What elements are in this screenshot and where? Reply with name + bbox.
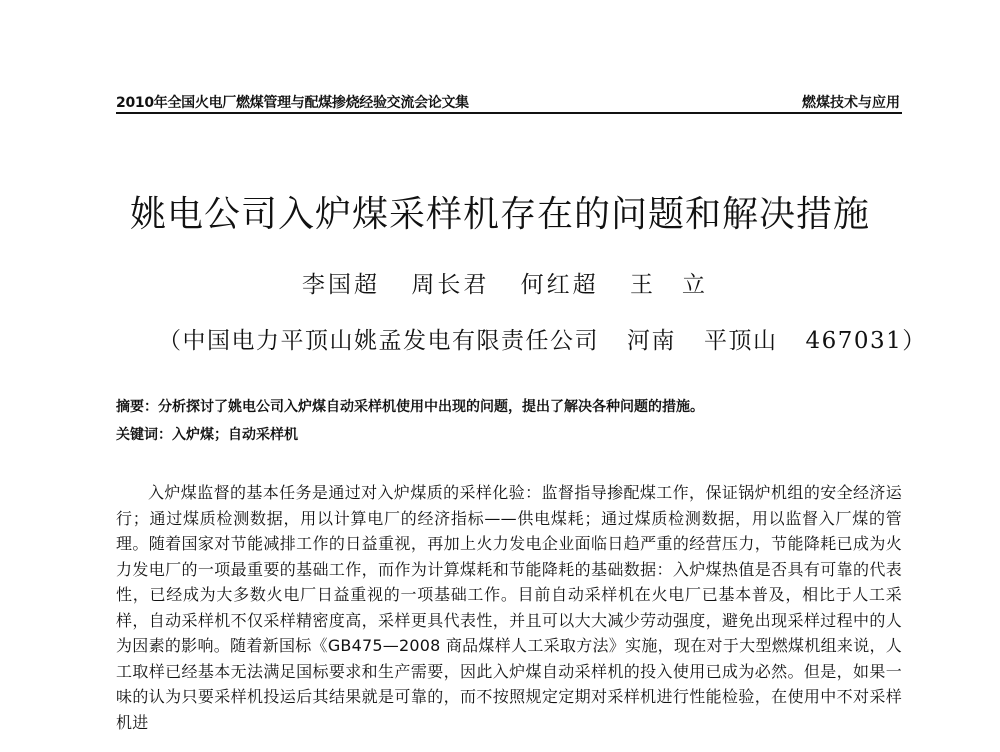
author-name: 李国超 [302,272,381,298]
body-paragraph: 入炉煤监督的基本任务是通过对入炉煤质的采样化验：监督指导掺配煤工作，保证锅炉机组的安全经济运行；通过煤质检测数据，用以计算电厂的经济指标——供电煤耗；通过煤质检测数据，用以监督入厂煤的管理。随着国家对节能减排工作的日益重视，再加上火力发电企业面临日趋严重的经营压力，节能降耗已成为火力发电厂的一项最重要的基础工作，而作为计算煤耗和节能降耗的基础数据：入炉煤热值是否具有可靠的代表性，已经成为大多数火电厂日益重视的一项基础工作。目前自动采样机在火电厂已基本普及，相比于人工采样，自动采样机不仅采样精密度高，采样更具代表性，并且可以大大减少劳动强度，避免出现采样过程中的人为因素的影响。随着新国标《GB475—2008 商品煤样人工采取方法》实施，现在对于大型燃煤机组来说，人工取样已经基本无法满足国标要求和生产需要，因此入炉煤自动采样机的投入使用已成为必然。但是，如果一味的认为只要采样机投运后其结果就是可靠的，而不按照规定定期对采样机进行性能检验，在使用中不对采样机进 [116,483,902,732]
abstract-text: 分析探讨了姚电公司入炉煤自动采样机使用中出现的问题，提出了解决各种问题的措施。 [158,399,704,415]
affiliation-postcode: 467031） [805,328,927,354]
abstract [116,396,704,416]
author-name: 王 立 [629,272,708,298]
keywords-text: 入炉煤；自动采样机 [172,427,298,443]
proceedings-title: 2010年全国火电厂燃煤管理与配煤掺烧经验交流会论文集 [116,95,469,111]
keywords [116,424,298,444]
abstract-label: 摘要： [116,399,158,415]
running-header [116,90,902,114]
author-list [0,266,1000,299]
affiliation-province: 河南 [627,328,676,354]
affiliation-org: （中国电力平顶山姚孟发电有限责任公司 [158,328,599,354]
author-name: 何红超 [520,272,599,298]
paper-title: 姚电公司入炉煤采样机存在的问题和解决措施 [129,194,870,235]
section-title: 燃煤技术与应用 [802,95,900,111]
keywords-label: 关键词： [116,427,172,443]
affiliation [158,322,927,355]
affiliation-city: 平顶山 [704,328,778,354]
author-name: 周长君 [411,272,490,298]
